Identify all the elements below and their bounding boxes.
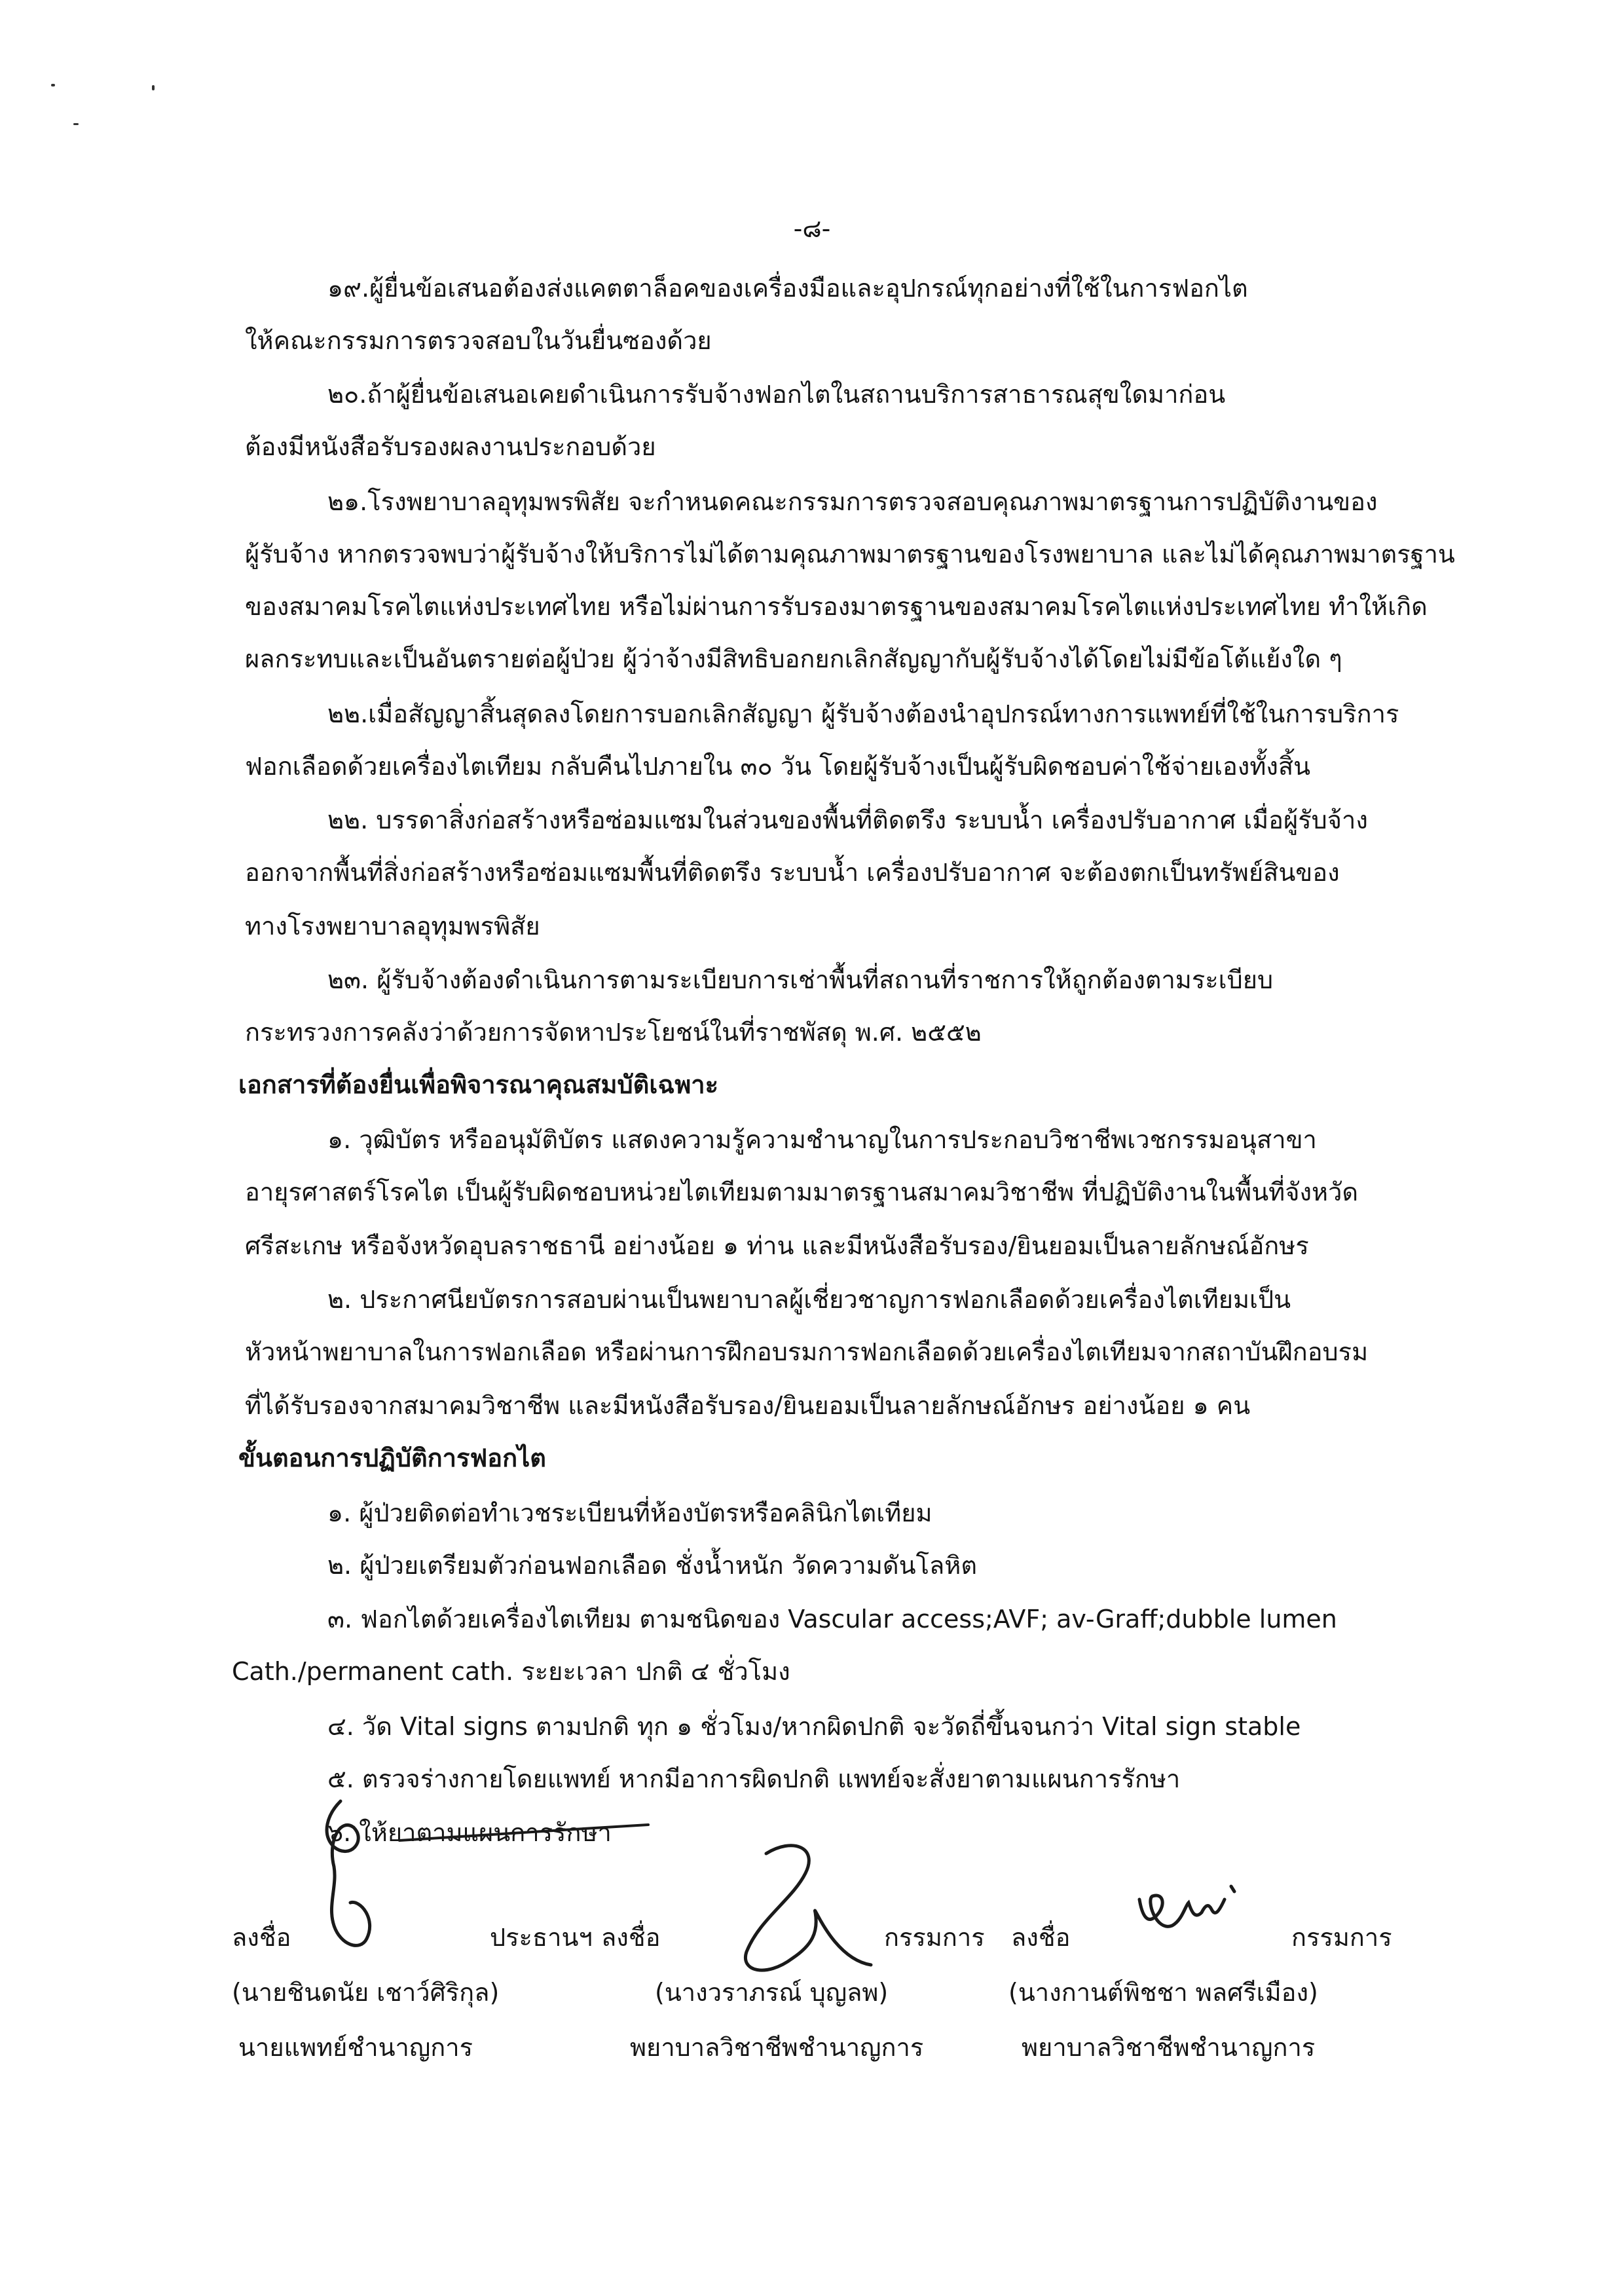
body-line: ๒๒. บรรดาสิ่งก่อสร้างหรือซ่อมแซมในส่วนของพื้นที่ติดตรึง ระบบน้ำ เครื่องปรับอากาศ เมื่อผู้รับจ้าง: [327, 806, 1368, 834]
body-line: ให้คณะกรรมการตรวจสอบในวันยื่นซองด้วย: [245, 326, 712, 355]
member-role: กรรมการ: [1291, 1923, 1392, 1952]
body-line: ๒๒.เมื่อสัญญาสิ้นสุดลงโดยการบอกเลิกสัญญา ผู้รับจ้างต้องนำอุปกรณ์ทางการแพทย์ที่ใช้ในการบริการ: [327, 700, 1399, 728]
body-line: ๒๓. ผู้รับจ้างต้องดำเนินการตามระเบียบการเช่าพื้นที่สถานที่ราชการให้ถูกต้องตามระเบียบ: [327, 965, 1274, 994]
sign-label: ลงชื่อ: [232, 1923, 291, 1952]
signer-name: (นางวราภรณ์ บุญลพ): [655, 1978, 889, 2007]
body-line: ผู้รับจ้าง หากตรวจพบว่าผู้รับจ้างให้บริการไม่ได้ตามคุณภาพมาตรฐานของโรงพยาบาล และไม่ได้คุณภาพมาตรฐาน: [245, 540, 1455, 569]
signer-name: (นางกานต์พิชชา พลศรีเมือง): [1008, 1978, 1318, 2007]
body-line: ๑. วุฒิบัตร หรืออนุมัติบัตร แสดงความรู้ความชำนาญในการประกอบวิชาชีพเวชกรรมอนุสาขา: [327, 1125, 1317, 1154]
page-number: -๘-: [793, 214, 831, 243]
body-line: กระทรวงการคลังว่าด้วยการจัดหาประโยชน์ในที่ราชพัสดุ พ.ศ. ๒๕๕๒: [245, 1018, 982, 1047]
scan-speck: [73, 123, 79, 125]
body-line: หัวหน้าพยาบาลในการฟอกเลือด หรือผ่านการฝึกอบรมการฟอกเลือดด้วยเครื่องไตเทียมจากสถาบันฝึกอบรม: [245, 1337, 1369, 1366]
signer-position: นายแพทย์ชำนาญการ: [238, 2033, 473, 2062]
body-line: ๑๙.ผู้ยื่นข้อเสนอต้องส่งแคตตาล็อคของเครื่องมือและอุปกรณ์ทุกอย่างที่ใช้ในการฟอกไต: [327, 274, 1248, 303]
signature-chair: [288, 1788, 419, 1985]
scan-speck: [152, 85, 155, 90]
body-line: ออกจากพื้นที่สิ่งก่อสร้างหรือซ่อมแซมพื้นที่ติดตรึง ระบบน้ำ เครื่องปรับอากาศ จะต้องตกเป็นทรัพย์สินของ: [245, 858, 1340, 887]
signer-position: พยาบาลวิชาชีพชำนาญการ: [1022, 2033, 1316, 2062]
sign-label: ลงชื่อ: [1011, 1923, 1071, 1952]
body-line: ๒. ประกาศนียบัตรการสอบผ่านเป็นพยาบาลผู้เชี่ยวชาญการฟอกเลือดด้วยเครื่องไตเทียมเป็น: [327, 1285, 1291, 1314]
sign-label: ลงชื่อ: [601, 1923, 661, 1952]
body-line: ของสมาคมโรคไตแห่งประเทศไทย หรือไม่ผ่านการรับรองมาตรฐานของสมาคมโรคไตแห่งประเทศไทย ทำให้เกิด: [245, 592, 1428, 621]
body-line: ๒๐.ถ้าผู้ยื่นข้อเสนอเคยดำเนินการรับจ้างฟอกไตในสถานบริการสาธารณสุขใดมาก่อน: [327, 380, 1226, 409]
section-heading: ขั้นตอนการปฏิบัติการฟอกไต: [238, 1444, 546, 1472]
member-role: กรรมการ: [884, 1923, 985, 1952]
body-line: ๒. ผู้ป่วยเตรียมตัวก่อนฟอกเลือด ชั่งน้ำหนัก วัดความดันโลหิต: [327, 1551, 978, 1580]
body-line: ต้องมีหนังสือรับรองผลงานประกอบด้วย: [245, 432, 656, 461]
signature-member-2: [1126, 1873, 1297, 1971]
body-line: ฟอกเลือดด้วยเครื่องไตเทียม กลับคืนไปภายใน ๓๐ วัน โดยผู้รับจ้างเป็นผู้รับผิดชอบค่าใช้จ่ายเองทั้งสิ้น: [245, 752, 1311, 781]
strike-mark: [393, 1821, 655, 1860]
body-line: ๑. ผู้ป่วยติดต่อทำเวชระเบียนที่ห้องบัตรหรือคลินิกไตเทียม: [327, 1499, 932, 1527]
chair-role: ประธานฯ: [490, 1923, 593, 1952]
scan-speck: [51, 84, 55, 86]
body-line: ที่ได้รับรองจากสมาคมวิชาชีพ และมีหนังสือรับรอง/ยินยอมเป็นลายลักษณ์อักษร อย่างน้อย ๑ คน: [245, 1391, 1251, 1420]
body-line: ๕. ตรวจร่างกายโดยแพทย์ หากมีอาการผิดปกติ แพทย์จะสั่งยาตามแผนการรักษา: [327, 1764, 1181, 1793]
body-line: ศรีสะเกษ หรือจังหวัดอุบลราชธานี อย่างน้อย ๑ ท่าน และมีหนังสือรับรอง/ยินยอมเป็นลายลักษณ์อักษร: [245, 1231, 1309, 1260]
body-line: อายุรศาสตร์โรคไต เป็นผู้รับผิดชอบหน่วยไตเทียมตามมาตรฐานสมาคมวิชาชีพ ที่ปฏิบัติงานในพื้นที่จังหวัด: [245, 1178, 1359, 1206]
body-line: Cath./permanent cath. ระยะเวลา ปกติ ๔ ชั่วโมง: [232, 1657, 790, 1686]
body-line: ๒๑.โรงพยาบาลอุทุมพรพิสัย จะกำหนดคณะกรรมการตรวจสอบคุณภาพมาตรฐานการปฏิบัติงานของ: [327, 487, 1378, 516]
signer-position: พยาบาลวิชาชีพชำนาญการ: [630, 2033, 924, 2062]
body-line: ๖. ให้ยาตามแผนการรักษา: [327, 1818, 612, 1847]
body-line: ผลกระทบและเป็นอันตรายต่อผู้ป่วย ผู้ว่าจ้างมีสิทธิบอกยกเลิกสัญญากับผู้รับจ้างได้โดยไม่มีข้อโต้แย้งใด ๆ: [245, 644, 1342, 673]
signature-member-1: [720, 1834, 891, 1991]
body-line: ๔. วัด Vital signs ตามปกติ ทุก ๑ ชั่วโมง/หากผิดปกติ จะวัดถี่ขึ้นจนกว่า Vital sign stable: [327, 1712, 1301, 1741]
section-heading: เอกสารที่ต้องยื่นเพื่อพิจารณาคุณสมบัติเฉพาะ: [238, 1070, 719, 1099]
body-line: ทางโรงพยาบาลอุทุมพรพิสัย: [245, 912, 540, 941]
body-line: ๓. ฟอกไตด้วยเครื่องไตเทียม ตามชนิดของ Vascular access;AVF; av-Graff;dubble lumen: [327, 1605, 1337, 1633]
signer-name: (นายชินดนัย เชาว์ศิริกุล): [232, 1978, 500, 2007]
